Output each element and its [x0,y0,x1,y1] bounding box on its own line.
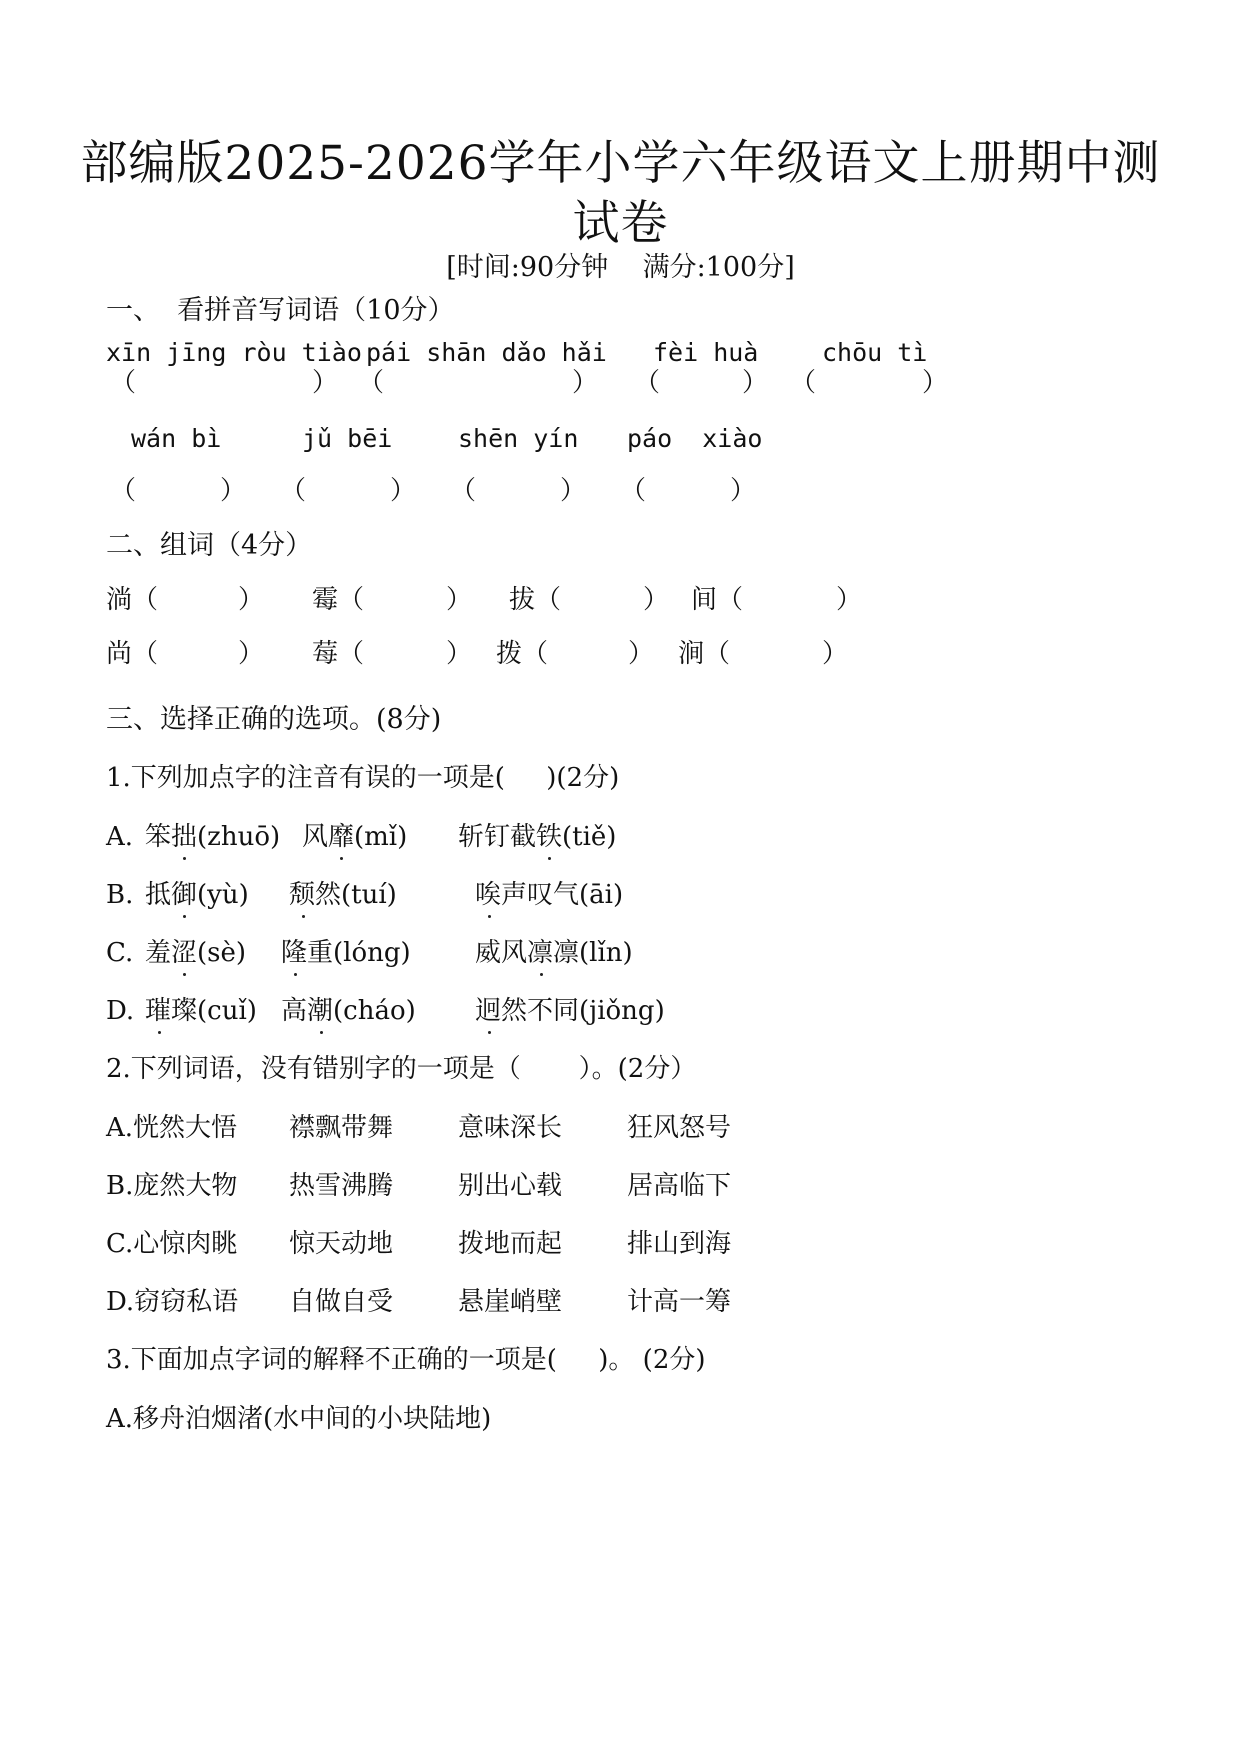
option-term: 居高临下 [627,1171,732,1201]
answer-blank-open: （ [358,368,385,398]
option-term: 隆重(lóng) [281,938,411,968]
pinyin-1: xīn jīng ròu tiào [106,338,362,367]
emphasis-dot [488,915,491,918]
answer-blank-close: ） [742,368,769,398]
option-term: 狂风怒号 [627,1113,732,1143]
option-term: 威风凛凛(lǐn) [475,938,633,968]
page-title-line-1: 部编版2025-2026学年小学六年级语文上册期中测 [80,136,1161,191]
section-1-heading: 一、 看拼音写词语（10分） [106,295,455,326]
question-1-stem: 1.下列加点字的注音有误的一项是( )(2分) [106,763,620,793]
word-item-close: ） [628,639,655,669]
answer-blank-close: ） [572,368,599,398]
emphasis-dot [183,973,186,976]
answer-blank-open: （ [280,476,307,506]
word-item-close: ） [238,639,265,669]
option-term: 惊天动地 [289,1229,394,1259]
option-term: A.移舟泊烟渚(水中间的小块陆地) [106,1404,492,1434]
word-item: 间（ [691,585,744,615]
emphasis-dot [488,1031,491,1034]
section-2-heading: 二、组词（4分） [106,530,313,561]
answer-blank-open: （ [110,368,137,398]
pinyin-4: chōu tì [822,338,928,367]
option-term: 高潮(cháo) [281,996,416,1026]
option-term: 颓然(tuí) [289,880,397,910]
word-item: 拨（ [496,639,549,669]
emphasis-dot [540,973,543,976]
answer-blank-open: （ [450,476,477,506]
word-item: 淌（ [106,585,159,615]
answer-blank-open: （ [620,476,647,506]
option-term: 自做自受 [289,1287,394,1317]
word-item: 霉（ [312,585,365,615]
option-term: 璀璨(cuǐ) [145,996,257,1026]
answer-blank-close: ） [560,476,587,506]
option-label: D. [106,996,135,1026]
emphasis-dot [320,1031,323,1034]
emphasis-dot [183,857,186,860]
pinyin-3: fèi huà [653,338,759,367]
option-term: 排山到海 [627,1229,732,1259]
option-term: 计高一筹 [627,1287,732,1317]
word-item: 涧（ [678,639,731,669]
word-item: 尚（ [106,639,159,669]
option-term: C.心惊肉眺 [106,1229,238,1259]
option-term: 襟飘带舞 [289,1113,394,1143]
question-3-stem: 3.下面加点字词的解释不正确的一项是( )。 (2分) [106,1345,706,1375]
option-label: C. [106,938,134,968]
word-item-close: ） [836,585,863,615]
option-term: 抵御(yù) [145,880,249,910]
question-2-stem: 2.下列词语，没有错别字的一项是（ ）。(2分） [106,1054,697,1084]
word-item-close: ） [822,639,849,669]
answer-blank-open: （ [790,368,817,398]
option-label: B. [106,880,134,910]
option-term: 笨拙(zhuō) [145,822,281,852]
pinyin-6: jǔ bēi [302,424,393,453]
answer-blank-open: （ [634,368,661,398]
emphasis-dot [302,915,305,918]
option-term: 别出心载 [458,1171,563,1201]
option-term: 热雪沸腾 [289,1171,394,1201]
pinyin-7: shēn yín [458,424,579,453]
answer-blank-close: ） [220,476,247,506]
emphasis-dot [158,1031,161,1034]
pinyin-5: wán bì [131,424,222,453]
option-label: A. [106,822,134,852]
word-item: 拔（ [509,585,562,615]
option-term: 拨地而起 [458,1229,563,1259]
option-term: 羞涩(sè) [145,938,247,968]
word-item: 莓（ [312,639,365,669]
emphasis-dot [340,857,343,860]
answer-blank-open: （ [110,476,137,506]
page-title-line-2: 试卷 [572,196,669,251]
emphasis-dot [548,857,551,860]
emphasis-dot [183,915,186,918]
option-term: 悬崖峭壁 [458,1287,563,1317]
option-term: 意味深长 [458,1113,563,1143]
pinyin-8: páo xiào [627,424,763,453]
option-term: 唉声叹气(āi) [475,880,624,910]
option-term: A.恍然大悟 [106,1113,238,1143]
section-3-heading: 三、选择正确的选项。(8分) [106,704,442,735]
answer-blank-close: ） [312,368,339,398]
exam-info: [时间:90分钟 满分:100分] [446,252,795,283]
option-term: B.庞然大物 [106,1171,238,1201]
word-item-close: ） [446,639,473,669]
word-item-close: ） [238,585,265,615]
emphasis-dot [294,973,297,976]
option-term: 迥然不同(jiǒng) [475,996,665,1026]
pinyin-2: pái shān dǎo hǎi [366,338,607,367]
answer-blank-close: ） [922,368,949,398]
option-term: 斩钉截铁(tiě) [458,822,617,852]
option-term: D.窃窃私语 [106,1287,239,1317]
option-term: 风靡(mǐ) [302,822,408,852]
answer-blank-close: ） [730,476,757,506]
answer-blank-close: ） [390,476,417,506]
word-item-close: ） [643,585,670,615]
word-item-close: ） [446,585,473,615]
